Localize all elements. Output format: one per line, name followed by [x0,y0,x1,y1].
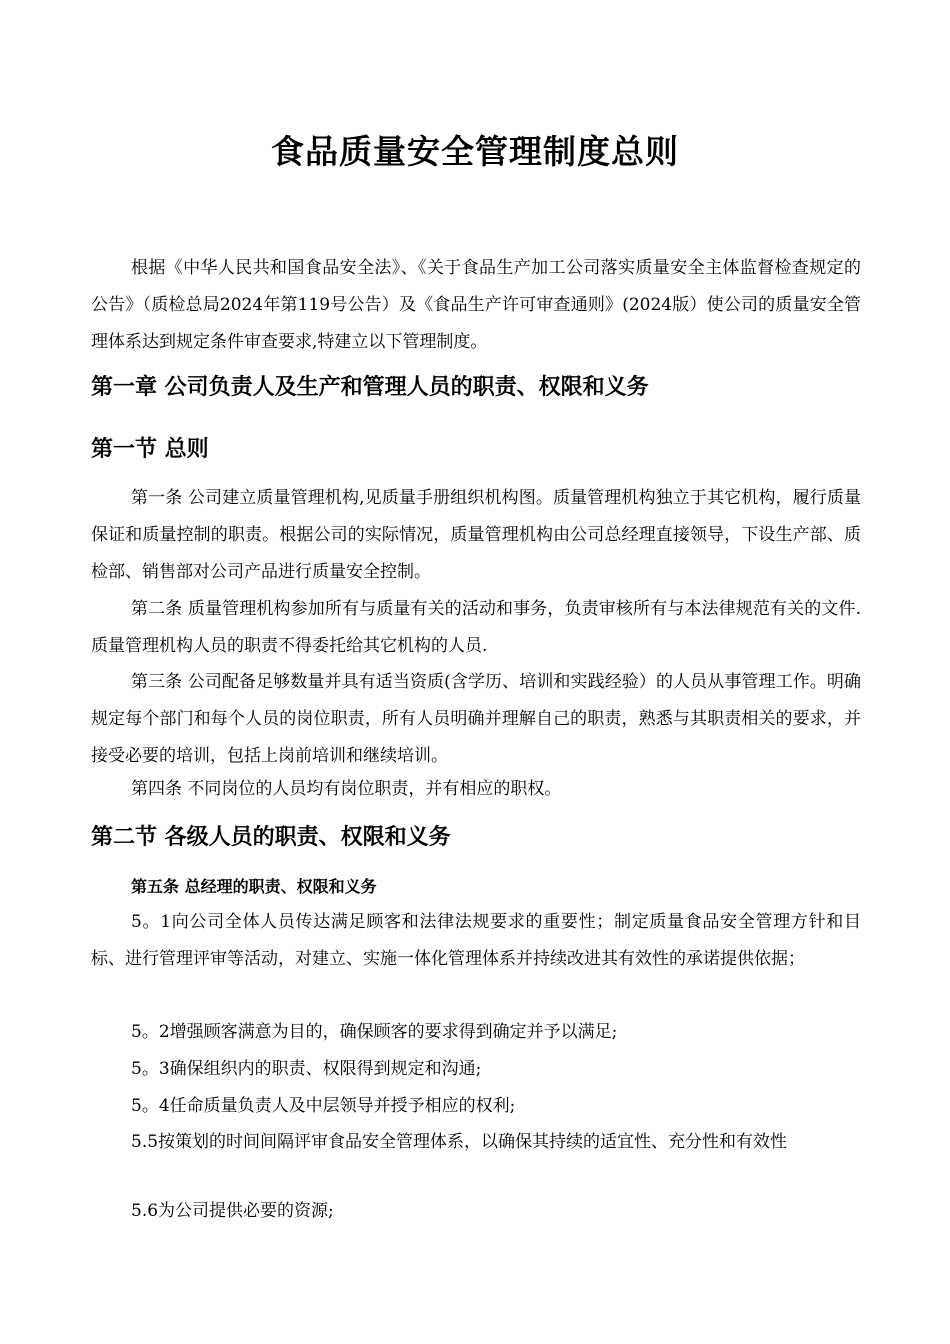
item-5-2: 5。2增强顾客满意为目的，确保顾客的要求得到确定并予以满足; [131,1022,618,1042]
item-5-3: 5。3确保组织内的职责、权限得到规定和沟通; [131,1059,482,1079]
article-2: 第二条 质量管理机构参加所有与质量有关的活动和事务，负责审核所有与本法律规范有关的文件.质量管理机构人员的职责不得委托给其它机构的人员. [91,599,861,656]
item-5-5: 5.5按策划的时间间隔评审食品安全管理体系，以确保其持续的适宜性、充分性和有效性 [131,1132,788,1152]
chapter-heading: 第一章 公司负责人及生产和管理人员的职责、权限和义务 [91,375,649,400]
article-3: 第三条 公司配备足够数量并具有适当资质(含学历、培训和实践经验）的人员从事管理工作。明确规定每个部门和每个人员的岗位职责，所有人员明确并理解自己的职责，熟悉与其职责相关的要求，并接受必要的培训，包括上岗前培训和继续培训。 [91,672,861,766]
document-title: 食品质量安全管理制度总则 [271,132,679,171]
article-1: 第一条 公司建立质量管理机构,见质量手册组织机构图。质量管理机构独立于其它机构，履行质量保证和质量控制的职责。根据公司的实际情况，质量管理机构由公司总经理直接领导，下设生产部、质检部、销售部对公司产品进行质量安全控制。 [91,488,861,582]
section-heading-general: 第一节 总则 [91,437,209,462]
article-4: 第四条 不同岗位的人员均有岗位职责，并有相应的职权。 [131,779,562,799]
item-5-1: 5。1向公司全体人员传达满足顾客和法律法规要求的重要性；制定质量食品安全管理方针和目标、进行管理评审等活动，对建立、实施一体化管理体系并持续改进其有效性的承诺提供依据； [91,912,861,969]
item-5-4: 5。4任命质量负责人及中层领导并授予相应的权利; [131,1096,516,1116]
intro-paragraph: 根据《中华人民共和国食品安全法》、《关于食品生产加工公司落实质量安全主体监督检查规定的公告》（质检总局2024年第119号公告）及《食品生产许可审查通则》(2024版）使公司的质量安全管理体系达到规定条件审查要求,特建立以下管理制度。 [91,258,861,352]
item-5-6: 5.6为公司提供必要的资源; [131,1201,334,1221]
article-5-heading: 第五条 总经理的职责、权限和义务 [131,877,377,896]
section-heading-responsibilities: 第二节 各级人员的职责、权限和义务 [91,825,451,850]
